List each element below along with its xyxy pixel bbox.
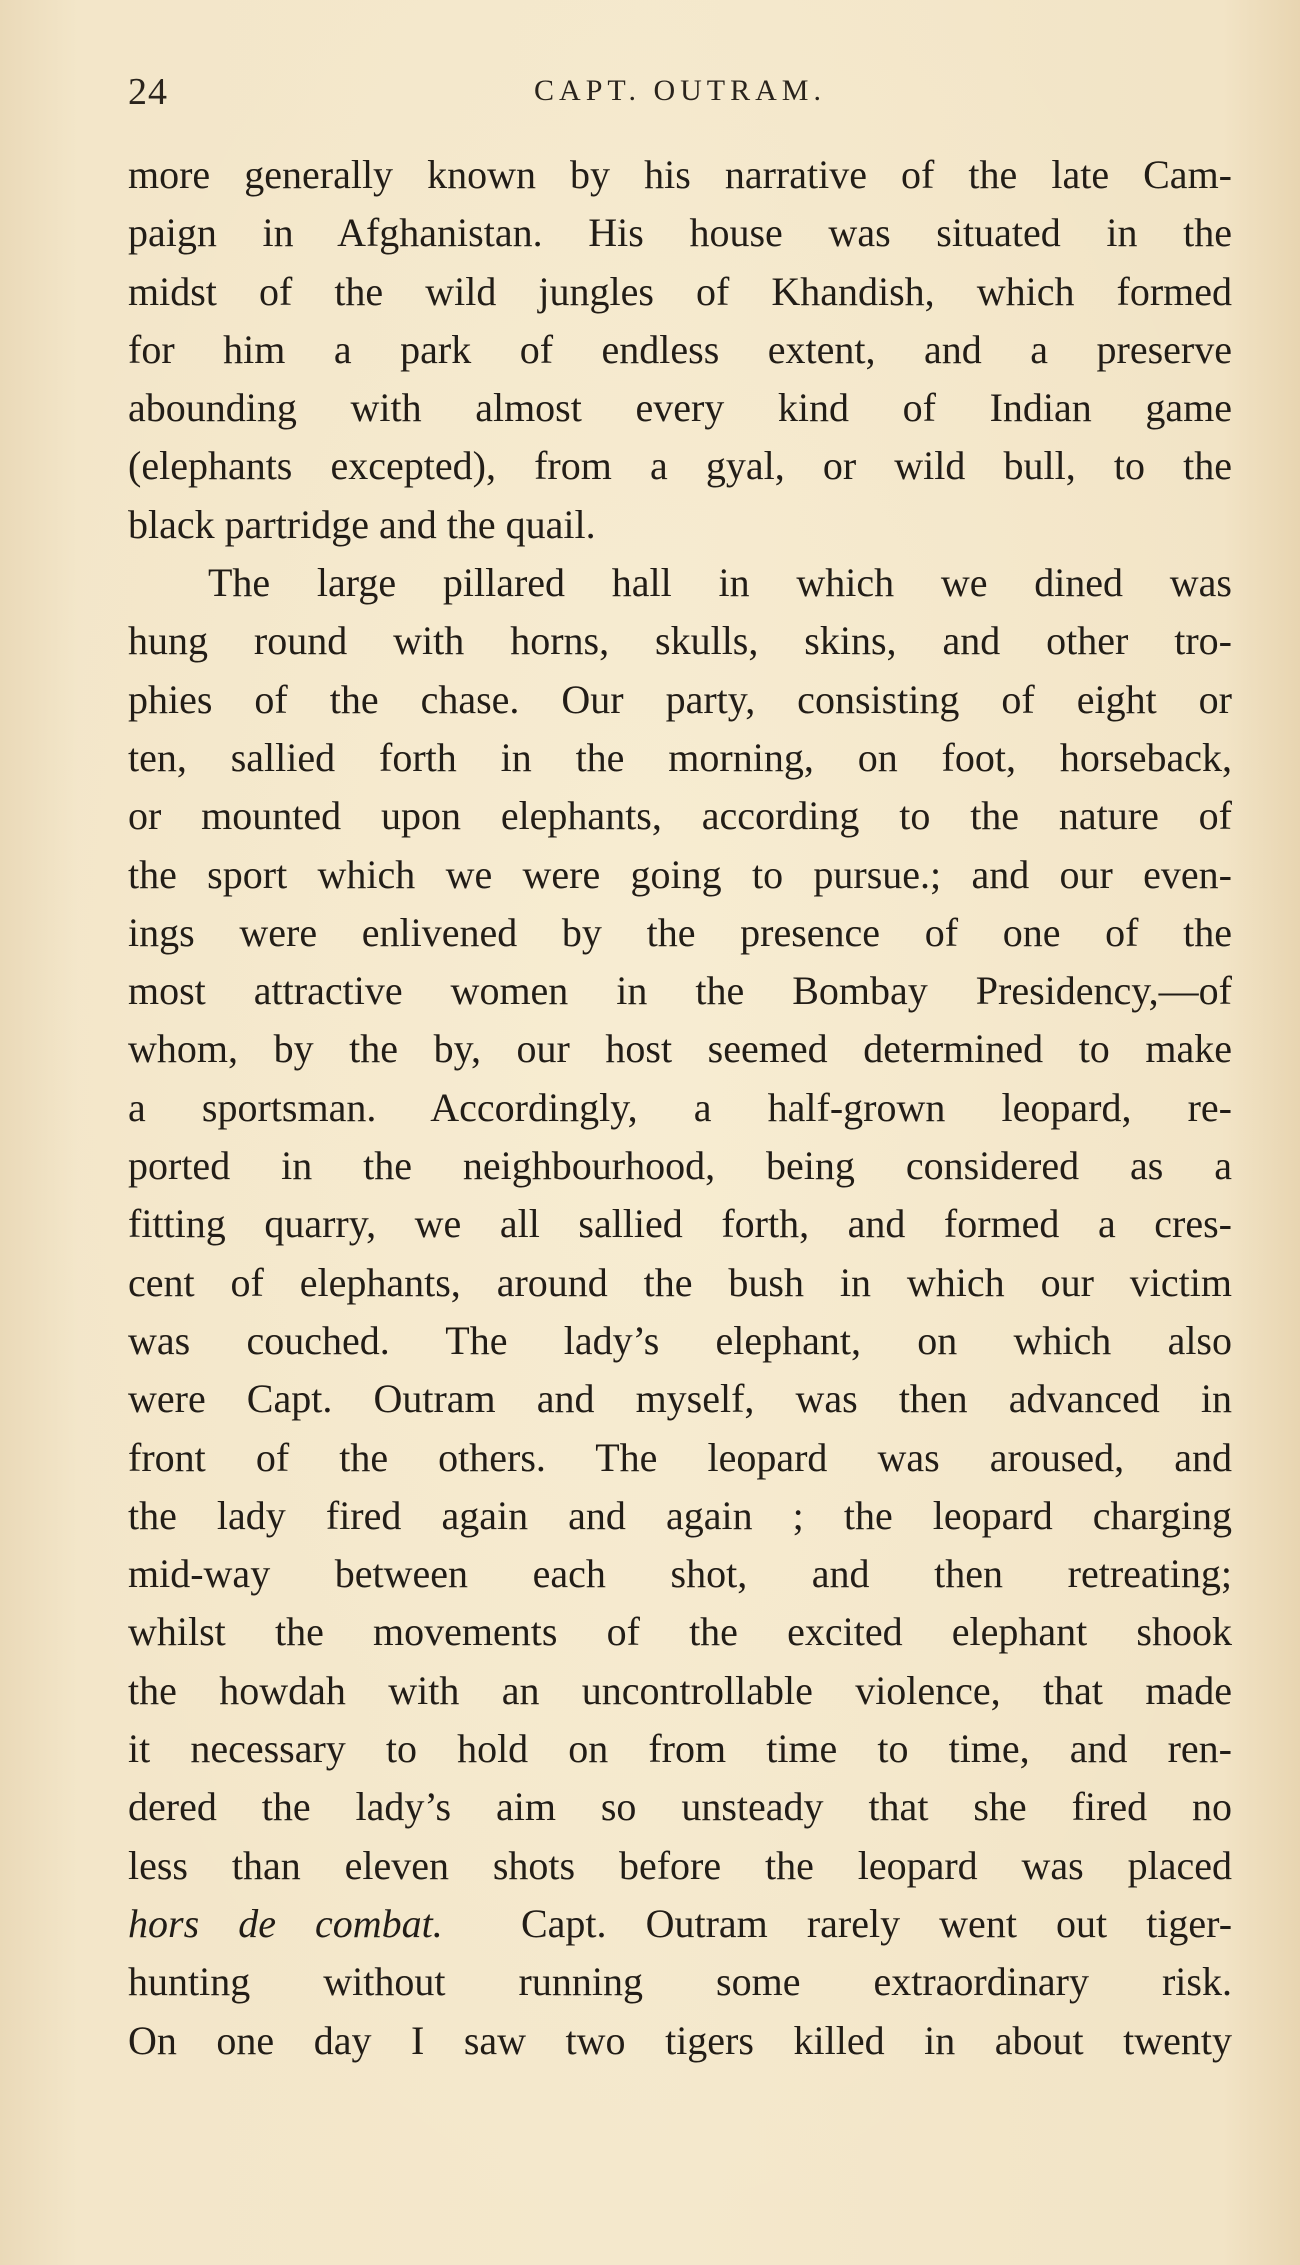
text-line-rest: Capt. Outram rarely went out tiger-	[520, 1900, 1232, 1946]
text-line: dered the lady’s aim so unsteady that she fired no	[128, 1784, 1232, 1830]
text-line: ported in the neighbourhood, being considered as a	[128, 1143, 1232, 1189]
text-line: front of the others. The leopard was aroused, and	[128, 1434, 1232, 1480]
italic-text-line	[128, 1895, 1232, 1953]
text-line: whilst the movements of the excited elephant shook	[128, 1609, 1232, 1655]
text-line: less than eleven shots before the leopard was placed	[128, 1842, 1232, 1888]
text-line: fitting quarry, we all sallied forth, and formed a cres-	[128, 1201, 1232, 1247]
paragraph-start-line: The large pillared hall in which we dined was	[208, 560, 1232, 606]
text-line: the lady fired again and again ; the leopard charging	[128, 1492, 1232, 1538]
text-line: more generally known by his narrative of the late Cam-	[128, 152, 1232, 197]
text-line: whom, by the by, our host seemed determined to make	[128, 1026, 1232, 1072]
text-line: black partridge and the quail.	[128, 501, 596, 547]
page-number: 24	[128, 71, 168, 113]
text-line: the howdah with an uncontrollable violence, that made	[128, 1667, 1232, 1713]
text-line: were Capt. Outram and myself, was then advanced in	[128, 1376, 1232, 1422]
text-line: was couched. The lady’s elephant, on which also	[128, 1317, 1232, 1363]
text-line: cent of elephants, around the bush in which our victim	[128, 1259, 1232, 1305]
text-line: ings were enlivened by the presence of one of the	[128, 909, 1232, 955]
text-line: abounding with almost every kind of Indian game	[128, 385, 1232, 431]
running-head	[128, 70, 1232, 130]
body-text	[128, 146, 1232, 2070]
text-line: phies of the chase. Our party, consisting of eight or	[128, 676, 1232, 722]
text-line: paign in Afghanistan. His house was situated in the	[128, 210, 1232, 256]
text-line: On one day I saw two tigers killed in about twenty	[128, 2017, 1232, 2063]
italic-phrase: hors de combat.	[128, 1900, 443, 1946]
text-line: a sportsman. Accordingly, a half-grown leopard, re-	[128, 1084, 1232, 1130]
text-line: for him a park of endless extent, and a preserve	[128, 326, 1232, 372]
text-line: (elephants excepted), from a gyal, or wild bull, to the	[128, 443, 1232, 489]
text-line: midst of the wild jungles of Khandish, which formed	[128, 268, 1232, 314]
running-title: CAPT. OUTRAM.	[534, 74, 826, 107]
text-line: ten, sallied forth in the morning, on foot, horseback,	[128, 734, 1232, 780]
text-line: the sport which we were going to pursue.; and our even-	[128, 851, 1232, 897]
text-line: hunting without running some extraordinary risk.	[128, 1959, 1232, 2005]
text-line: or mounted upon elephants, according to the nature of	[128, 793, 1232, 839]
text-line: hung round with horns, skulls, skins, and other tro-	[128, 618, 1232, 664]
text-line: most attractive women in the Bombay Presidency,—of	[128, 968, 1232, 1014]
text-line: mid-way between each shot, and then retreating;	[128, 1551, 1232, 1597]
text-line: it necessary to hold on from time to time, and ren-	[128, 1726, 1232, 1772]
